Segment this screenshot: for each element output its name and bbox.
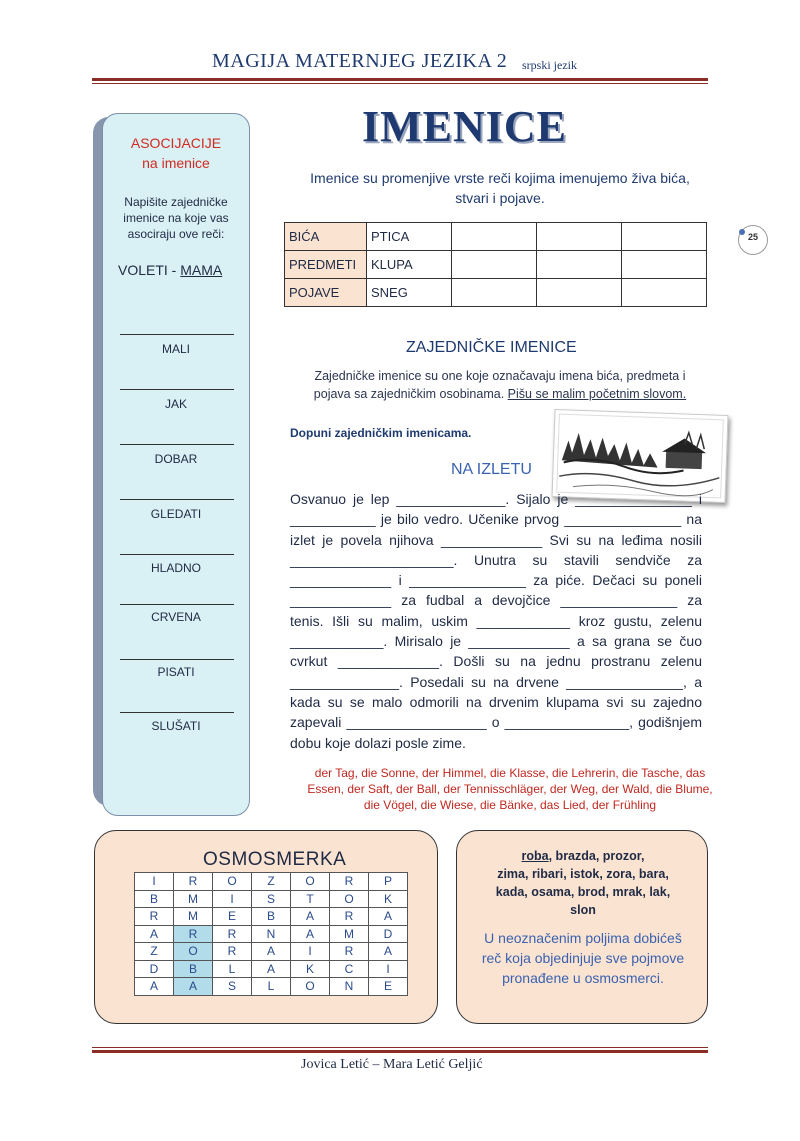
answer-blank[interactable] bbox=[120, 389, 234, 390]
category-label: PREDMETI bbox=[285, 251, 367, 279]
grid-cell[interactable]: R bbox=[213, 943, 252, 961]
answer-blank[interactable] bbox=[120, 499, 234, 500]
answer-blank[interactable] bbox=[120, 604, 234, 605]
grid-cell[interactable]: K bbox=[291, 960, 330, 978]
grid-cell[interactable]: O bbox=[174, 943, 213, 961]
desc-rule: Pišu se malim početnim slovom. bbox=[507, 387, 687, 401]
grid-cell[interactable]: R bbox=[213, 925, 252, 943]
grid-cell[interactable]: I bbox=[291, 943, 330, 961]
grid-cell[interactable]: O bbox=[291, 873, 330, 891]
instruction-line: Napišite zajedničke bbox=[124, 195, 228, 209]
answer-blank[interactable] bbox=[120, 659, 234, 660]
word-list-line bbox=[474, 847, 692, 865]
grid-cell[interactable]: R bbox=[135, 908, 174, 926]
grid-cell[interactable]: T bbox=[291, 890, 330, 908]
assoc-word: SLUŠATI bbox=[151, 719, 201, 733]
section-description bbox=[290, 367, 710, 403]
task-instruction: Dopuni zajedničkim imenicama. bbox=[290, 426, 472, 440]
grid-cell[interactable]: L bbox=[252, 978, 291, 996]
grid-row bbox=[135, 943, 408, 961]
empty-cell[interactable] bbox=[452, 223, 537, 251]
section-title: ZAJEDNIČKE IMENICE bbox=[406, 339, 577, 356]
grid-row bbox=[135, 908, 408, 926]
grid-row bbox=[135, 925, 408, 943]
intro-text bbox=[285, 168, 715, 208]
assoc-word: CRVENA bbox=[151, 610, 201, 624]
category-example: SNEG bbox=[367, 279, 452, 307]
grid-cell[interactable]: E bbox=[213, 908, 252, 926]
grid-cell[interactable]: M bbox=[330, 925, 369, 943]
grid-cell[interactable]: Z bbox=[252, 873, 291, 891]
category-label: BIĆA bbox=[285, 223, 367, 251]
grid-row bbox=[135, 873, 408, 891]
header-rule-thick bbox=[92, 78, 708, 81]
table-row bbox=[285, 223, 707, 251]
answer-blank[interactable] bbox=[120, 712, 234, 713]
grid-cell[interactable]: S bbox=[213, 978, 252, 996]
grid-cell[interactable]: R bbox=[174, 925, 213, 943]
grid-cell[interactable]: R bbox=[330, 943, 369, 961]
instruction-line: asociraju ove reči: bbox=[127, 227, 225, 241]
desc-text: pojava sa zajedničkim osobinama. bbox=[313, 387, 508, 401]
category-label: POJAVE bbox=[285, 279, 367, 307]
page-title: IMENICE bbox=[362, 102, 568, 151]
grid-cell[interactable]: A bbox=[252, 943, 291, 961]
grid-cell[interactable]: N bbox=[252, 925, 291, 943]
asociacije-panel bbox=[102, 113, 250, 816]
grid-cell[interactable]: O bbox=[213, 873, 252, 891]
grid-cell[interactable]: M bbox=[174, 890, 213, 908]
grid-cell[interactable]: R bbox=[330, 873, 369, 891]
footer-rule-thin bbox=[92, 1047, 708, 1048]
grid-cell[interactable]: S bbox=[252, 890, 291, 908]
grid-cell[interactable]: A bbox=[135, 978, 174, 996]
grid-cell[interactable]: R bbox=[330, 908, 369, 926]
desc-line: Zajedničke imenice su one koje označavaju imena bića, predmeta i bbox=[314, 369, 686, 383]
example-word: VOLETI bbox=[118, 262, 168, 278]
table-row bbox=[285, 279, 707, 307]
assoc-word: MALI bbox=[161, 342, 190, 356]
osmosmerka-title: OSMOSMERKA bbox=[203, 849, 347, 870]
answer-blank[interactable] bbox=[120, 554, 234, 555]
found-word: roba bbox=[521, 849, 549, 863]
grid-row bbox=[135, 978, 408, 996]
header-rule-thin bbox=[92, 83, 708, 84]
table-row bbox=[285, 251, 707, 279]
category-example: KLUPA bbox=[367, 251, 452, 279]
empty-cell[interactable] bbox=[537, 279, 622, 307]
story-text[interactable]: Osvanuo je lep ______________. Sijalo je _______________ i ___________ je bilo vedro. Učenike prvog _______________ na izlet je povela njihova _____________ Svi su na leđima nosili _____________________. Unutra su stavili sendviče za _____________ i _______________ za piće. Dečaci su poneli _____________ za fudbal a devojčice _______________ za tenis. Išli su malim, uskim ____________ kroz gustu, zelenu ____________. Mirisalo je _____________ a sa grana se čuo cvrkut _____________. Došli su na jednu prostranu zelenu ______________. Posedali su na drvene _______________, a kada su se malo odmorili na drvenim klupama svi su zajedno zapevali __________________ o ________________, godišnjem dobu koje dolazi posle zime. bbox=[290, 491, 702, 751]
category-example: PTICA bbox=[367, 223, 452, 251]
empty-cell[interactable] bbox=[452, 251, 537, 279]
osmosmerka-hint: U neoznačenim poljima dobićeš reč koja objedinjuje sve pojmove pronađene u osmosmerci. bbox=[481, 930, 685, 986]
grid-cell[interactable]: I bbox=[213, 890, 252, 908]
grid-cell[interactable]: A bbox=[291, 908, 330, 926]
grid-cell[interactable]: A bbox=[252, 960, 291, 978]
grid-cell[interactable]: L bbox=[213, 960, 252, 978]
example-separator: - bbox=[167, 262, 181, 278]
grid-cell[interactable]: B bbox=[174, 960, 213, 978]
instruction-line: imenice na koje vas bbox=[123, 211, 229, 225]
word-list-line: zima, ribari, istok, zora, bara, bbox=[497, 867, 669, 881]
word-list-line: slon bbox=[570, 903, 596, 917]
asociacije-title: ASOCIJACIJE bbox=[130, 135, 222, 151]
word-search-grid bbox=[134, 872, 408, 996]
grid-cell[interactable]: N bbox=[330, 978, 369, 996]
grid-cell[interactable]: B bbox=[135, 890, 174, 908]
empty-cell[interactable] bbox=[622, 223, 707, 251]
grid-cell[interactable]: O bbox=[291, 978, 330, 996]
grid-cell[interactable]: B bbox=[252, 908, 291, 926]
intro-line: Imenice su promenjive vrste reči kojima imenujemo živa bića, bbox=[310, 170, 690, 186]
grid-cell[interactable]: E bbox=[369, 978, 408, 996]
asociacije-subtitle: na imenice bbox=[142, 155, 210, 171]
example-row bbox=[118, 262, 222, 278]
grid-cell[interactable]: A bbox=[369, 908, 408, 926]
intro-line: stvari i pojave. bbox=[455, 190, 545, 206]
grid-cell[interactable]: D bbox=[135, 960, 174, 978]
assoc-word: GLEDATI bbox=[150, 507, 202, 521]
grid-cell[interactable]: I bbox=[135, 873, 174, 891]
word-list-line: kada, osama, brod, mrak, lak, bbox=[495, 885, 671, 899]
word-list bbox=[474, 847, 692, 919]
grid-cell[interactable]: R bbox=[174, 873, 213, 891]
word-list-text: , brazda, prozor, bbox=[548, 849, 645, 863]
grid-cell[interactable]: P bbox=[369, 873, 408, 891]
page-number: 25 bbox=[738, 225, 768, 255]
story-title: NA IZLETU bbox=[451, 461, 532, 478]
grid-cell[interactable]: A bbox=[291, 925, 330, 943]
assoc-word: JAK bbox=[164, 397, 187, 411]
footer-authors: Jovica Letić – Mara Letić Geljić bbox=[301, 1057, 483, 1072]
answer-blank[interactable] bbox=[120, 334, 234, 335]
grid-row bbox=[135, 890, 408, 908]
category-table bbox=[284, 222, 707, 307]
footer-rule-thick bbox=[92, 1050, 708, 1053]
answer-blank[interactable] bbox=[120, 444, 234, 445]
grid-cell[interactable]: M bbox=[174, 908, 213, 926]
grid-row bbox=[135, 960, 408, 978]
empty-cell[interactable] bbox=[452, 279, 537, 307]
header-subtitle: srpski jezik bbox=[522, 58, 577, 72]
grid-cell[interactable]: A bbox=[369, 943, 408, 961]
assoc-word: DOBAR bbox=[154, 452, 198, 466]
grid-cell[interactable]: Z bbox=[135, 943, 174, 961]
assoc-word: PISATI bbox=[157, 665, 195, 679]
german-word-hints: der Tag, die Sonne, der Himmel, die Klasse, die Lehrerin, die Tasche, das Essen, der Saft, der Ball, der Tennisschläger, der Weg, der Wald, die Blume, die Vögel, die Wiese, die Bänke, das Lied, der Frühling bbox=[307, 766, 713, 812]
grid-cell[interactable]: I bbox=[369, 960, 408, 978]
empty-cell[interactable] bbox=[622, 279, 707, 307]
header-title: MAGIJA MATERNJEG JEZIKA 2 bbox=[212, 50, 508, 72]
empty-cell[interactable] bbox=[537, 223, 622, 251]
grid-cell[interactable]: O bbox=[330, 890, 369, 908]
grid-cell[interactable]: A bbox=[174, 978, 213, 996]
empty-cell[interactable] bbox=[537, 251, 622, 279]
grid-cell[interactable]: C bbox=[330, 960, 369, 978]
empty-cell[interactable] bbox=[622, 251, 707, 279]
page-number-dot bbox=[739, 229, 745, 235]
assoc-word: HLADNO bbox=[150, 561, 201, 575]
grid-cell[interactable]: D bbox=[369, 925, 408, 943]
desc-line bbox=[290, 385, 710, 403]
grid-cell[interactable]: K bbox=[369, 890, 408, 908]
grid-cell[interactable]: A bbox=[135, 925, 174, 943]
example-answer: MAMA bbox=[180, 262, 223, 278]
